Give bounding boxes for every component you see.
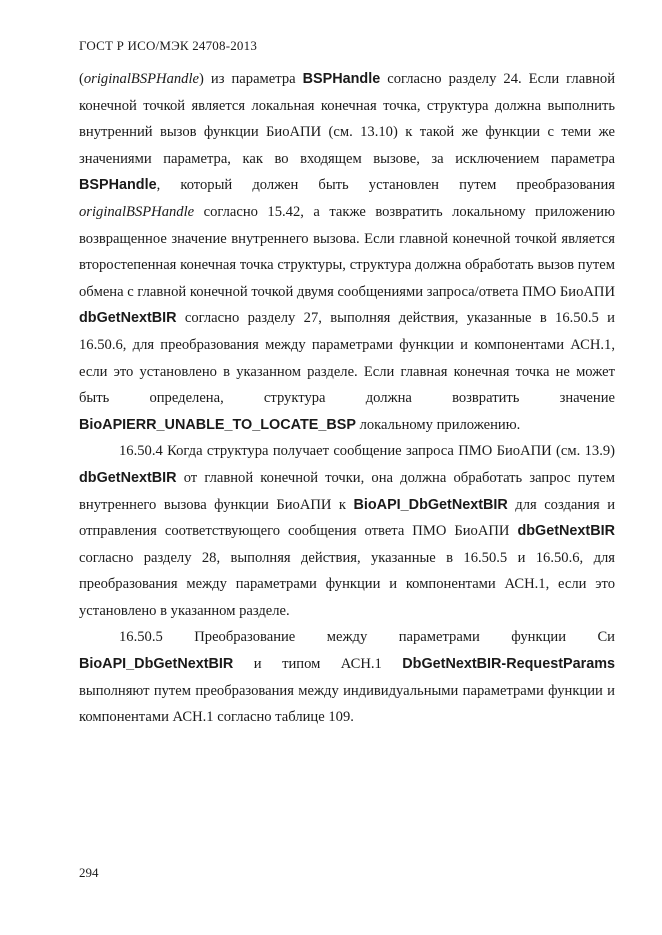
text-run: выполняют путем преобразования между индивидуальными параметрами функции и компонентами АСН.1 согласно таблице 109. [79, 682, 615, 726]
text-run: и типом АСН.1 [233, 656, 403, 673]
text-run: для создания и отправления соответствующего сообщения ответа ПМО БиоАПИ [79, 496, 615, 540]
text-run: согласно разделу 27, выполняя действия, указанные в 16.50.5 и 16.50.6, для преобразования между параметрами функции и компонентами АСН.1, если это установлено в указанном разделе. Если главная конечная точка не может быть определена, структура должна возвратить значение [79, 310, 615, 407]
param-name-bold: BSPHandle [79, 177, 157, 194]
page-number: 294 [79, 865, 99, 880]
function-name-bold: BioAPI_DbGetNextBIR [79, 656, 234, 673]
param-name-bold: BSPHandle [302, 71, 381, 87]
body-text [79, 66, 615, 731]
text-run: , который должен быть установлен путем преобразования [156, 177, 615, 194]
text-run: ( [79, 71, 84, 87]
function-name-bold: dbGetNextBIR [79, 469, 177, 486]
text-run: ) из параметра [199, 71, 303, 87]
text-run: от главной конечной точки, она должна обработать запрос путем внутреннего вызова функции БиоАПИ к [79, 469, 615, 513]
text-run: согласно 15.42, а также возвратить локальному приложению возвращенное значение внутреннего вызова. Если главной конечной точкой является второстепенная конечная точка структуры, структура должна обработать вызов путем обмена с главной конечной точкой двумя сообщениями запроса/ответа ПМО БиоАПИ [79, 203, 615, 300]
paragraph-16-50-4 [79, 438, 615, 624]
page-header: ГОСТ Р ИСО/МЭК 24708-2013 [79, 38, 258, 53]
paragraph-16-50-5 [79, 624, 615, 730]
text-run: локальному приложению. [355, 416, 521, 433]
param-name-italic: originalBSPHandle [83, 71, 199, 87]
paragraph-continuation [79, 66, 615, 438]
text-run: 16.50.4 Когда структура получает сообщение запроса ПМО БиоАПИ (см. 13.9) [119, 443, 615, 460]
text-run: согласно разделу 24. Если главной конечной точкой является локальная конечная точка, структура должна выполнить внутренний вызов функции БиоАПИ (см. 13.10) к такой же функции с теми же значениями параметра, как во входящем вызове, за исключением параметра [79, 71, 615, 167]
text-run: согласно разделу 28, выполняя действия, указанные в 16.50.5 и 16.50.6, для преобразования между параметрами функции и компонентами АСН.1, если это установлено в указанном разделе. [79, 549, 615, 619]
function-name-bold: BioAPI_DbGetNextBIR [353, 496, 508, 513]
type-name-bold: DbGetNextBIR-RequestParams [402, 656, 615, 673]
function-name-bold: dbGetNextBIR [517, 523, 615, 540]
error-code-bold: BioAPIERR_UNABLE_TO_LOCATE_BSP [79, 416, 356, 433]
function-name-bold: dbGetNextBIR [79, 310, 177, 327]
param-name-italic: originalBSPHandle [79, 203, 195, 220]
text-run: 16.50.5 Преобразование между параметрами функции Си [119, 629, 615, 646]
